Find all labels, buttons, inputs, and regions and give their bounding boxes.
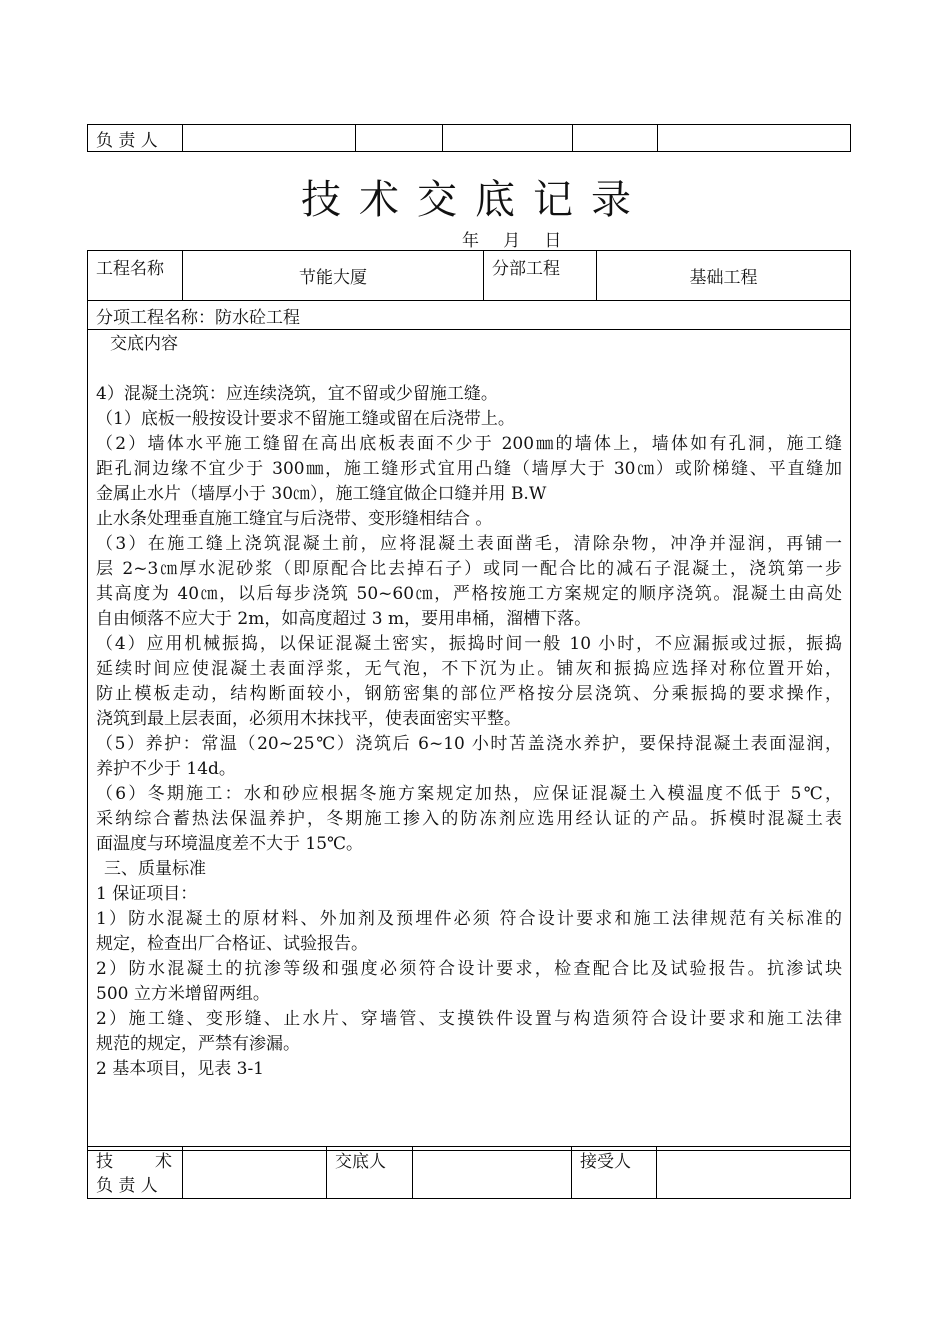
disclosure-content bbox=[88, 330, 851, 1151]
receiver-signature bbox=[657, 1147, 851, 1199]
content-line: 2）施工缝、变形缝、止水片、穿墙管、支摸铁件设置与构造须符合设计要求和施工法律 bbox=[96, 1009, 842, 1029]
top-blank-cell bbox=[658, 125, 851, 152]
top-blank-cell bbox=[443, 125, 573, 152]
content-line bbox=[96, 357, 842, 382]
content-line: 其高度为 40㎝，以后每步浇筑 50~60㎝，严格按施工方案规定的顺序浇筑。混凝土由高处 bbox=[96, 584, 842, 604]
top-blank-cell bbox=[183, 125, 356, 152]
date-line: 年 月 日 bbox=[462, 231, 564, 251]
tech-responsible-label bbox=[88, 1147, 183, 1199]
subitem-name: 分项工程名称：防水砼工程 bbox=[88, 301, 851, 330]
disclosure-record-table bbox=[87, 250, 851, 1151]
content-line: 浇筑到最上层表面，必须用木抹找平，使表面密实平整。 bbox=[96, 709, 521, 729]
receiver-label: 接受人 bbox=[572, 1147, 657, 1199]
content-line: （5）养护：常温（20~25℃）浇筑后 6~10 小时苫盖浇水养护，要保持混凝土表面湿润， bbox=[96, 734, 842, 754]
content-line: 延续时间应使混凝土表面浮浆，无气泡，不下沉为止。铺灰和振捣应选择对称位置开始， bbox=[96, 659, 842, 679]
content-line: 1）防水混凝土的原材料、外加剂及预埋件必须 符合设计要求和施工法律规范有关标准的 bbox=[96, 909, 842, 929]
content-line: 金属止水片（墙厚小于 30㎝），施工缝宜做企口缝并用 B.W bbox=[96, 484, 547, 504]
page-title: 技术交底记录 bbox=[301, 177, 649, 223]
division-label: 分部工程 bbox=[484, 251, 597, 301]
division-value: 基础工程 bbox=[597, 251, 851, 301]
content-line: 2）防水混凝土的抗渗等级和强度必须符合设计要求，检查配合比及试验报告。抗渗试块 bbox=[96, 959, 842, 979]
responsible-label: 负 责 人 bbox=[96, 1176, 158, 1196]
content-line: 规范的规定，严禁有渗漏。 bbox=[96, 1034, 300, 1054]
content-heading: 交底内容 bbox=[110, 334, 178, 354]
content-line: 养护不少于 14d。 bbox=[96, 759, 236, 779]
content-line: （1）底板一般按设计要求不留施工缝或留在后浇带上。 bbox=[96, 409, 515, 429]
content-line: 层 2~3㎝厚水泥砂浆（即原配合比去掉石子）或同一配合比的减石子混凝土，浇筑第一步 bbox=[96, 559, 842, 579]
top-signature-table bbox=[87, 124, 851, 152]
content-line: （3）在施工缝上浇筑混凝土前，应将混凝土表面凿毛，清除杂物，冲净并湿润，再铺一 bbox=[96, 534, 842, 554]
project-name-label: 工程名称 bbox=[88, 251, 183, 301]
content-line: （6）冬期施工：水和砂应根据冬施方案规定加热，应保证混凝土入模温度不低于 5℃， bbox=[96, 784, 842, 804]
content-line: 4）混凝土浇筑：应连续浇筑，宜不留或少留施工缝。 bbox=[96, 384, 498, 404]
top-blank-cell bbox=[573, 125, 658, 152]
content-line: 防止模板走动，结构断面较小，钢筋密集的部位严格按分层浇筑、分乘振捣的要求操作， bbox=[96, 684, 842, 704]
content-line: 自由倾落不应大于 2m，如高度超过 3 m，要用串桶，溜槽下落。 bbox=[96, 609, 592, 629]
tech-label-char: 技 bbox=[96, 1152, 113, 1172]
content-line: 规定，检查出厂合格证、试验报告。 bbox=[96, 934, 368, 954]
content-line: 距孔洞边缘不宜少于 300㎜，施工缝形式宜用凸缝（墙厚大于 30㎝）或阶梯缝、平直缝加 bbox=[96, 459, 842, 479]
giver-signature bbox=[413, 1147, 572, 1199]
content-line: 止水条处理垂直施工缝宜与后浇带、变形缝相结合 。 bbox=[96, 509, 493, 529]
tech-label-char: 术 bbox=[155, 1152, 172, 1172]
top-responsible-label: 负 责 人 bbox=[88, 125, 183, 152]
signature-table bbox=[87, 1146, 851, 1199]
content-line: 1 保证项目： bbox=[96, 884, 198, 904]
tech-responsible-signature bbox=[183, 1147, 327, 1199]
project-name-value: 节能大厦 bbox=[183, 251, 484, 301]
top-blank-cell bbox=[356, 125, 443, 152]
content-line: 采纳综合蓄热法保温养护，冬期施工掺入的防冻剂应选用经认证的产品。拆模时混凝土表 bbox=[96, 809, 842, 829]
content-line: 面温度与环境温度差不大于 15℃。 bbox=[96, 834, 364, 854]
content-line: 2 基本项目，见表 3-1 bbox=[96, 1059, 264, 1079]
section-heading: 三、质量标准 bbox=[104, 859, 206, 879]
content-line: （2）墙体水平施工缝留在高出底板表面不少于 200㎜的墙体上，墙体如有孔洞，施工缝 bbox=[96, 434, 842, 454]
content-line: （4）应用机械振捣，以保证混凝土密实，振捣时间一般 10 小时，不应漏振或过振，振捣 bbox=[96, 634, 842, 654]
content-line: 500 立方米增留两组。 bbox=[96, 984, 270, 1004]
giver-label: 交底人 bbox=[327, 1147, 413, 1199]
